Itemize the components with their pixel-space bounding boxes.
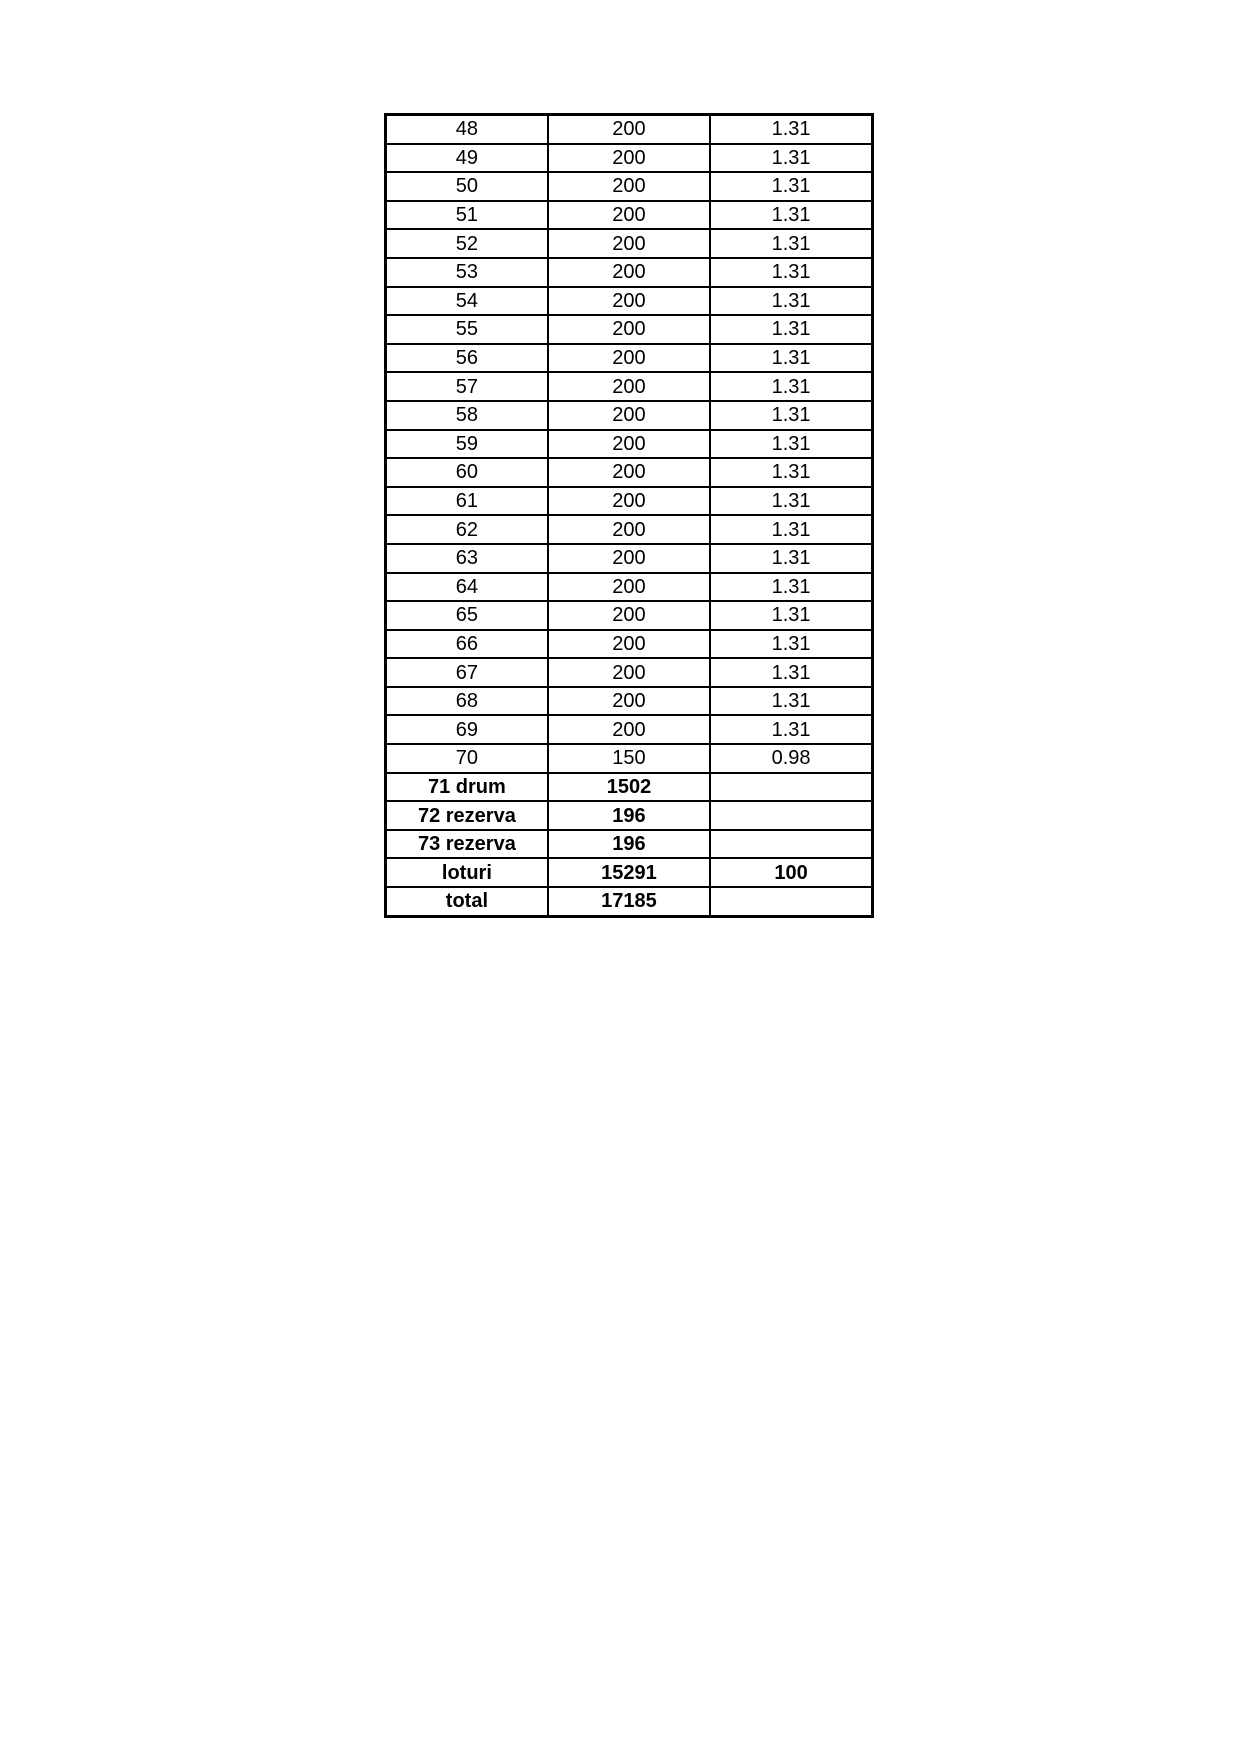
percent-cell: 1.31: [710, 201, 872, 230]
table-row: [386, 887, 873, 916]
area-cell: 200: [548, 715, 710, 744]
percent-cell: 1.31: [710, 601, 872, 630]
lot-cell: 73 rezerva: [386, 830, 548, 859]
area-cell: 200: [548, 115, 710, 144]
area-cell: 200: [548, 515, 710, 544]
lot-cell: total: [386, 887, 548, 916]
lot-cell: 53: [386, 258, 548, 287]
area-cell: 200: [548, 344, 710, 373]
area-cell: 200: [548, 201, 710, 230]
percent-cell: 1.31: [710, 458, 872, 487]
percent-cell: 1.31: [710, 573, 872, 602]
lot-cell: 48: [386, 115, 548, 144]
table-row: [386, 201, 873, 230]
percent-cell: [710, 887, 872, 916]
lot-cell: 64: [386, 573, 548, 602]
table-row: [386, 401, 873, 430]
lot-area-table: [384, 113, 874, 918]
area-cell: 196: [548, 830, 710, 859]
area-cell: 17185: [548, 887, 710, 916]
area-cell: 200: [548, 658, 710, 687]
lot-cell: 60: [386, 458, 548, 487]
percent-cell: 100: [710, 858, 872, 887]
lot-cell: 49: [386, 144, 548, 173]
table-row: [386, 515, 873, 544]
table-row: [386, 801, 873, 830]
area-cell: 200: [548, 430, 710, 459]
lot-cell: 52: [386, 229, 548, 258]
lot-cell: 51: [386, 201, 548, 230]
area-cell: 200: [548, 544, 710, 573]
percent-cell: 1.31: [710, 515, 872, 544]
lot-cell: 57: [386, 372, 548, 401]
table-row: [386, 744, 873, 773]
table-row: [386, 687, 873, 716]
lot-cell: 59: [386, 430, 548, 459]
lot-cell: 58: [386, 401, 548, 430]
lot-cell: 62: [386, 515, 548, 544]
table-row: [386, 630, 873, 659]
area-cell: 200: [548, 601, 710, 630]
percent-cell: 1.31: [710, 372, 872, 401]
lot-cell: 61: [386, 487, 548, 516]
area-cell: 1502: [548, 773, 710, 802]
table-row: [386, 315, 873, 344]
lot-cell: 71 drum: [386, 773, 548, 802]
lot-cell: 50: [386, 172, 548, 201]
lot-cell: 72 rezerva: [386, 801, 548, 830]
table-row: [386, 773, 873, 802]
lot-cell: 68: [386, 687, 548, 716]
percent-cell: 1.31: [710, 115, 872, 144]
percent-cell: 1.31: [710, 630, 872, 659]
table-row: [386, 144, 873, 173]
table-row: [386, 601, 873, 630]
percent-cell: 1.31: [710, 715, 872, 744]
area-cell: 200: [548, 630, 710, 659]
table-row: [386, 487, 873, 516]
table-row: [386, 115, 873, 144]
percent-cell: [710, 773, 872, 802]
area-cell: 200: [548, 372, 710, 401]
table-row: [386, 372, 873, 401]
lot-cell: 54: [386, 287, 548, 316]
percent-cell: 1.31: [710, 401, 872, 430]
percent-cell: 1.31: [710, 144, 872, 173]
table-row: [386, 858, 873, 887]
table-row: [386, 287, 873, 316]
area-cell: 200: [548, 258, 710, 287]
table-body: [386, 115, 873, 917]
area-cell: 200: [548, 144, 710, 173]
area-cell: 200: [548, 315, 710, 344]
percent-cell: 1.31: [710, 287, 872, 316]
percent-cell: 1.31: [710, 544, 872, 573]
document-page: [384, 113, 874, 918]
lot-cell: 55: [386, 315, 548, 344]
area-cell: 200: [548, 287, 710, 316]
area-cell: 200: [548, 229, 710, 258]
percent-cell: 1.31: [710, 487, 872, 516]
table-row: [386, 344, 873, 373]
area-cell: 150: [548, 744, 710, 773]
percent-cell: 1.31: [710, 344, 872, 373]
area-cell: 200: [548, 487, 710, 516]
area-cell: 200: [548, 172, 710, 201]
table-row: [386, 658, 873, 687]
area-cell: 196: [548, 801, 710, 830]
table-row: [386, 229, 873, 258]
lot-cell: 67: [386, 658, 548, 687]
percent-cell: 0.98: [710, 744, 872, 773]
area-cell: 15291: [548, 858, 710, 887]
percent-cell: [710, 801, 872, 830]
area-cell: 200: [548, 573, 710, 602]
table-row: [386, 430, 873, 459]
table-row: [386, 172, 873, 201]
lot-cell: 70: [386, 744, 548, 773]
lot-cell: 66: [386, 630, 548, 659]
percent-cell: 1.31: [710, 315, 872, 344]
percent-cell: 1.31: [710, 229, 872, 258]
percent-cell: 1.31: [710, 258, 872, 287]
table-row: [386, 544, 873, 573]
lot-cell: 56: [386, 344, 548, 373]
percent-cell: 1.31: [710, 172, 872, 201]
table-row: [386, 458, 873, 487]
lot-cell: loturi: [386, 858, 548, 887]
area-cell: 200: [548, 687, 710, 716]
percent-cell: 1.31: [710, 687, 872, 716]
lot-cell: 69: [386, 715, 548, 744]
table-row: [386, 258, 873, 287]
area-cell: 200: [548, 401, 710, 430]
percent-cell: 1.31: [710, 658, 872, 687]
table-row: [386, 573, 873, 602]
table-row: [386, 830, 873, 859]
lot-cell: 65: [386, 601, 548, 630]
area-cell: 200: [548, 458, 710, 487]
table-row: [386, 715, 873, 744]
lot-cell: 63: [386, 544, 548, 573]
percent-cell: 1.31: [710, 430, 872, 459]
percent-cell: [710, 830, 872, 859]
